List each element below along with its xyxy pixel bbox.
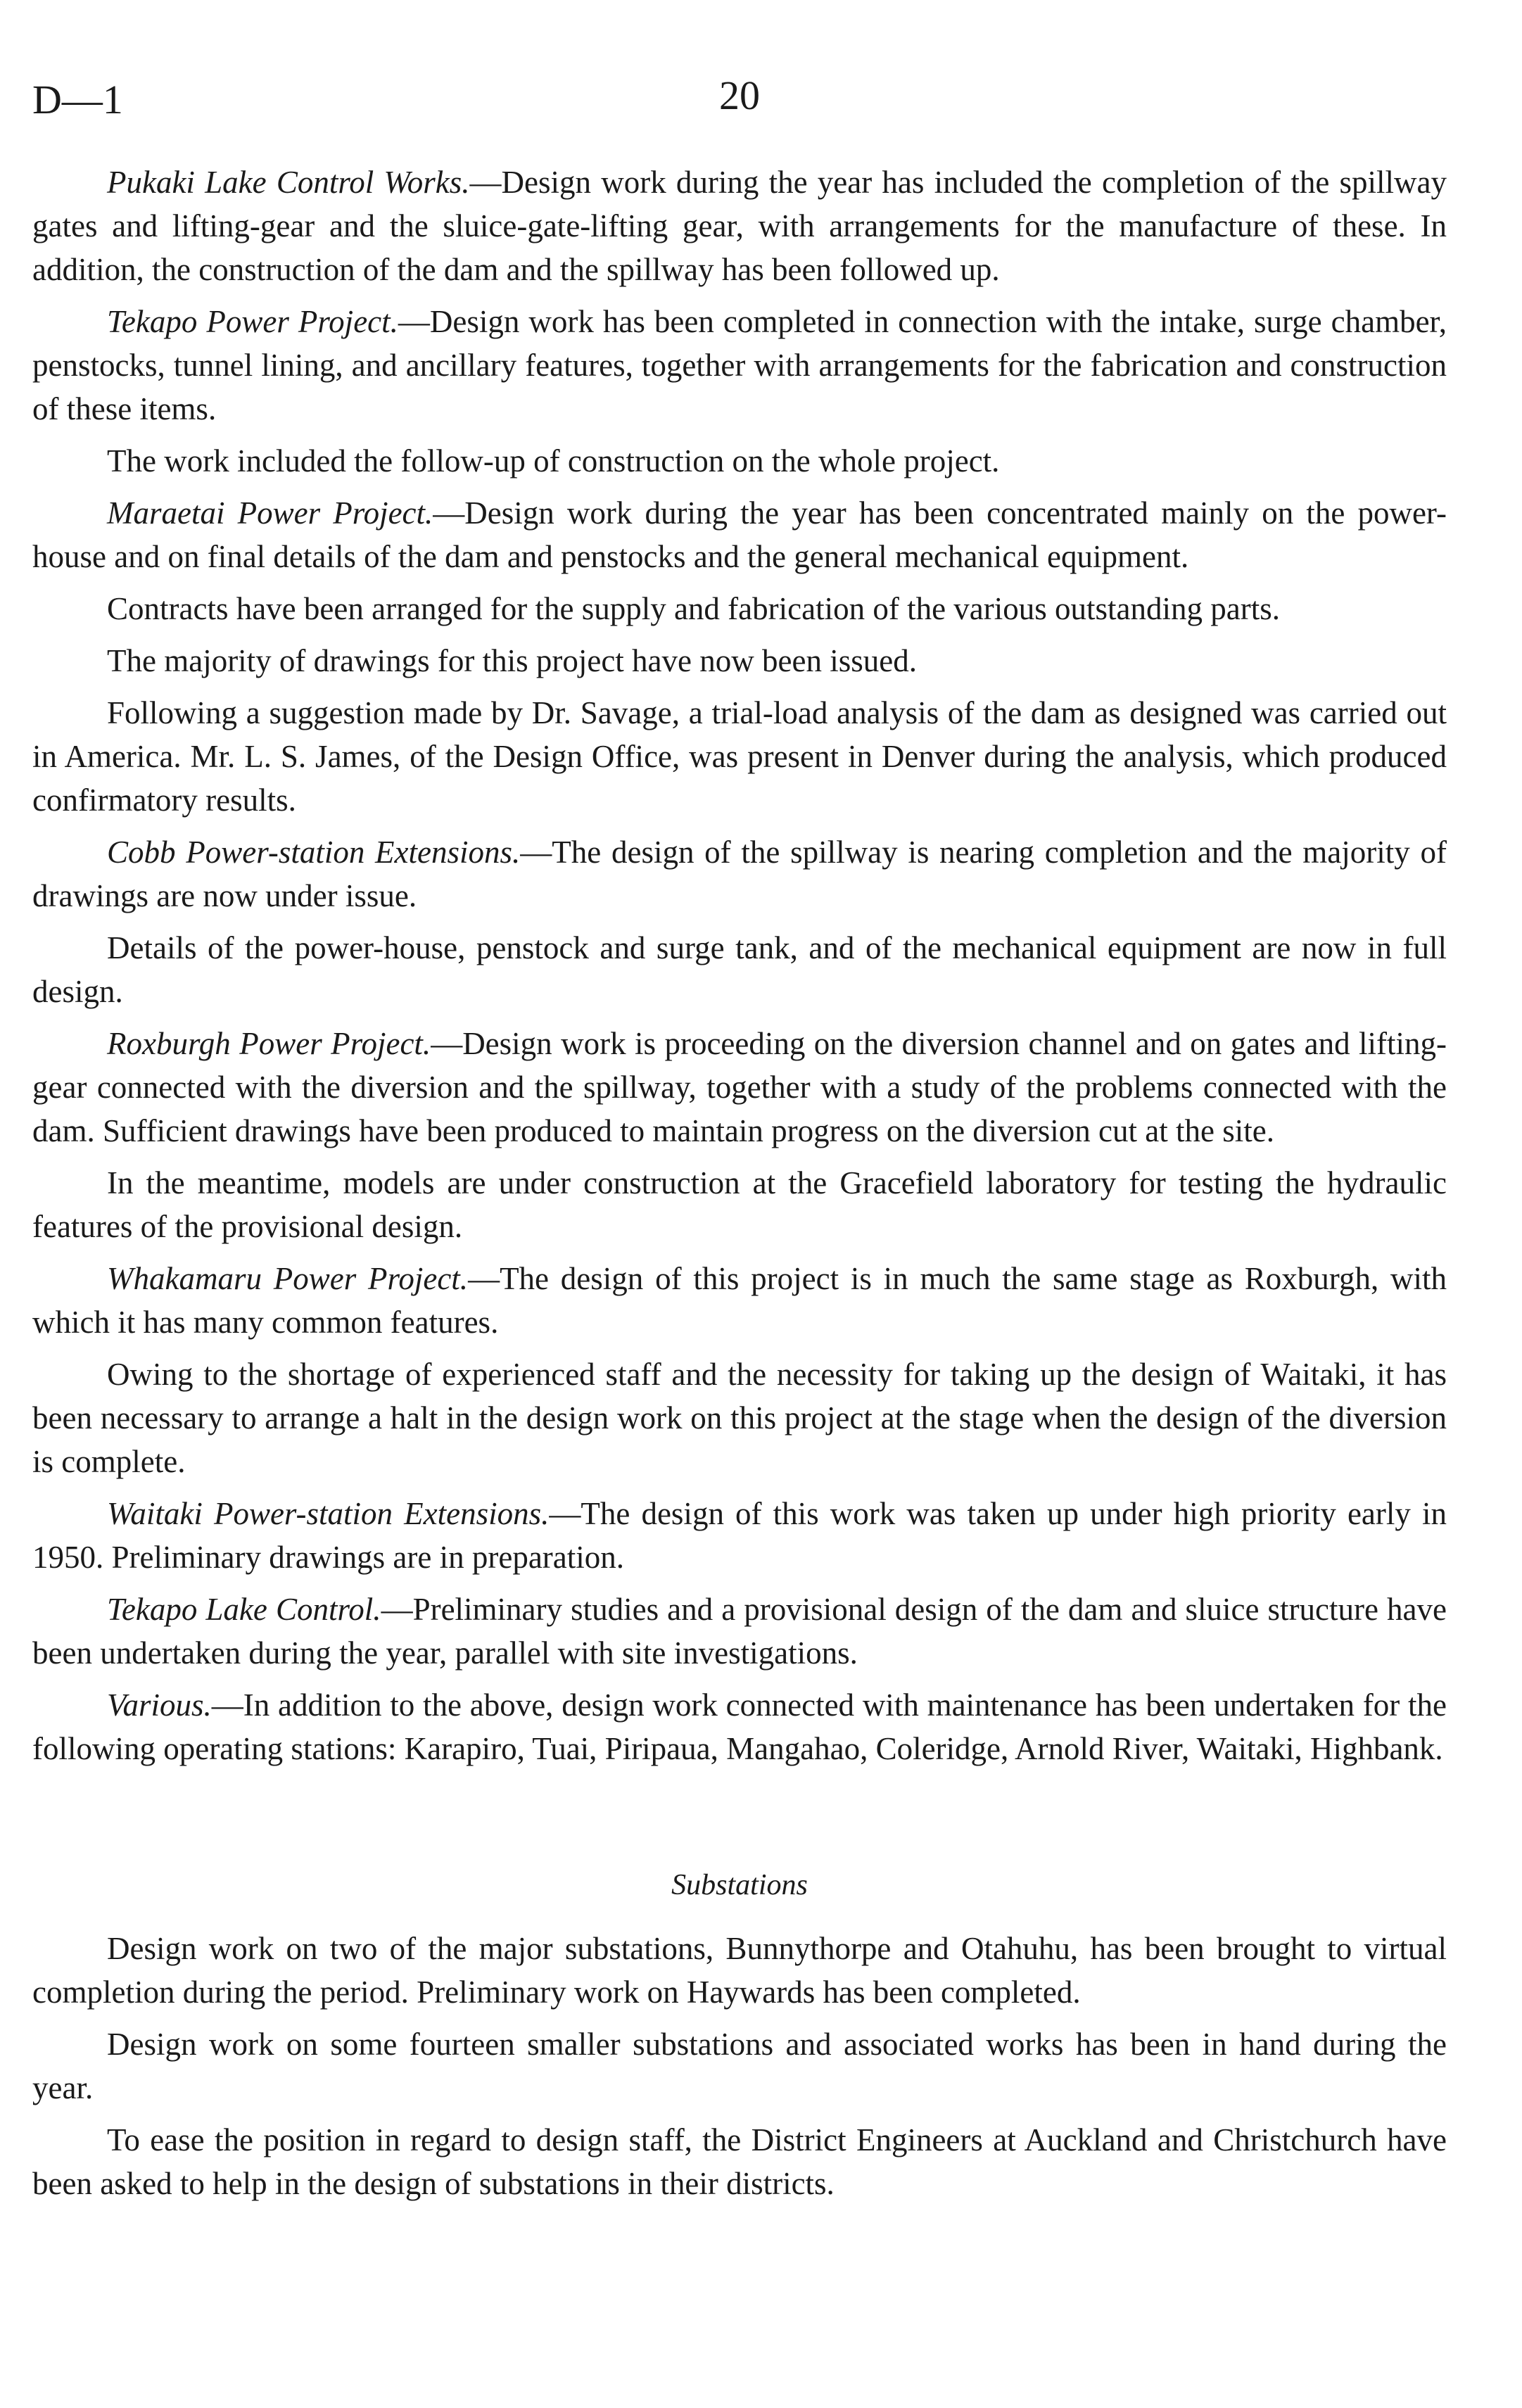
paragraph-waitaki	[32, 1492, 1447, 1579]
paragraph-lead: Whakamaru Power Project.	[107, 1261, 469, 1296]
paragraph-text: Details of the power-house, penstock and surge tank, and of the mechanical equipment are now in full design.	[32, 930, 1447, 1009]
paragraph-lead: Tekapo Lake Control.	[107, 1592, 381, 1627]
paragraph-text: —Preliminary studies and a provisional design of the dam and sluice structure have been undertaken during the year, parallel with site investigations.	[32, 1592, 1447, 1671]
paragraph-whakamaru-halt	[32, 1352, 1447, 1483]
paragraph-lead: Cobb Power-station Extensions.	[107, 835, 521, 870]
paragraph-text: Owing to the shortage of experienced staff and the necessity for taking up the design of Waitaki, it has been necessary to arrange a halt in the design work on this project at the stage when the design of the diversion is complete.	[32, 1357, 1447, 1479]
document-page	[32, 0, 1447, 2408]
paragraph-text: The work included the follow-up of construction on the whole project.	[107, 443, 1000, 479]
document-reference: D—1	[32, 77, 123, 122]
paragraph-whakamaru	[32, 1257, 1447, 1344]
paragraph-substations-major: Design work on two of the major substations, Bunnythorpe and Otahuhu, has been brought to virtual completion during the period. Preliminary work on Haywards has been completed.	[32, 1931, 1447, 2010]
paragraph-text: —Design work has been completed in connection with the intake, surge chamber, penstocks, tunnel lining, and ancillary features, together with arrangements for the fabrication and construction of these items.	[32, 304, 1447, 426]
paragraph-lead: Tekapo Power Project.	[107, 304, 398, 339]
paragraph-text: —The design of the spillway is nearing completion and the majority of drawings are now under issue.	[32, 835, 1447, 913]
paragraph-lead: Waitaki Power-station Extensions.	[107, 1496, 550, 1531]
paragraph-text: —The design of this project is in much the same stage as Roxburgh, with which it has many common features.	[32, 1261, 1447, 1340]
paragraph-tekapo-followup	[32, 439, 1447, 483]
paragraph-roxburgh-models	[32, 1161, 1447, 1248]
paragraph-text: —Design work during the year has been concentrated mainly on the power-house and on final details of the dam and penstocks and the general mechanical equipment.	[32, 495, 1447, 574]
paragraph-text: In the meantime, models are under construction at the Gracefield laboratory for testing the hydraulic features of the provisional design.	[32, 1165, 1447, 1244]
paragraph-lead: Roxburgh Power Project.	[107, 1026, 431, 1061]
paragraph-cobb	[32, 830, 1447, 918]
paragraph-tekapo-lake	[32, 1588, 1447, 1675]
paragraph-maraetai	[32, 491, 1447, 578]
paragraph-substations-smaller: Design work on some fourteen smaller substations and associated works has been in hand during the year.	[32, 2027, 1447, 2105]
paragraph-text: Following a suggestion made by Dr. Savage, a trial-load analysis of the dam as designed was carried out in America. Mr. L. S. James, of the Design Office, was present in Denver during the analysis, which produced confirmatory results.	[32, 695, 1447, 818]
paragraph-roxburgh	[32, 1022, 1447, 1153]
paragraph-text: —In addition to the above, design work connected with maintenance has been undertaken for the following operating stations: Karapiro, Tuai, Piripaua, Mangahao, Coleridge, Arnold River, Waitaki, Highbank.	[32, 1687, 1447, 1766]
paragraph-text: —Design work during the year has included the completion of the spillway gates and lifting-gear and the sluice-gate-lifting gear, with arrangements for the manufacture of these. In addition, the construction of the dam and the spillway has been followed up.	[32, 165, 1447, 287]
page-header	[32, 72, 1447, 125]
paragraph-lead: Maraetai Power Project.	[107, 495, 433, 531]
paragraph-text: Contracts have been arranged for the supply and fabrication of the various outstanding parts.	[107, 591, 1280, 626]
paragraph-maraetai-drawings	[32, 639, 1447, 683]
section-heading-substations: Substations	[671, 1869, 808, 1901]
paragraph-maraetai-contracts	[32, 587, 1447, 630]
paragraph-lead: Various.	[107, 1687, 212, 1723]
paragraph-maraetai-analysis	[32, 691, 1447, 822]
body-text	[32, 160, 1447, 2214]
paragraph-lead: Pukaki Lake Control Works.	[107, 165, 470, 200]
paragraph-text: —Design work is proceeding on the diversion channel and on gates and lifting-gear connected with the diversion and the spillway, together with a study of the problems connected with the dam. Sufficient drawings have been produced to maintain progress on the diversion cut at the site.	[32, 1026, 1447, 1148]
page-number: 20	[719, 72, 760, 118]
paragraph-pukaki	[32, 160, 1447, 291]
paragraph-text: —The design of this work was taken up under high priority early in 1950. Preliminary drawings are in preparation.	[32, 1496, 1447, 1575]
paragraph-substations-staff: To ease the position in regard to design staff, the District Engineers at Auckland and Christchurch have been asked to help in the design of substations in their districts.	[32, 2122, 1447, 2201]
paragraph-cobb-details	[32, 926, 1447, 1013]
paragraph-text: The majority of drawings for this project have now been issued.	[107, 643, 917, 678]
paragraph-various	[32, 1683, 1447, 1770]
paragraph-tekapo-power	[32, 300, 1447, 431]
